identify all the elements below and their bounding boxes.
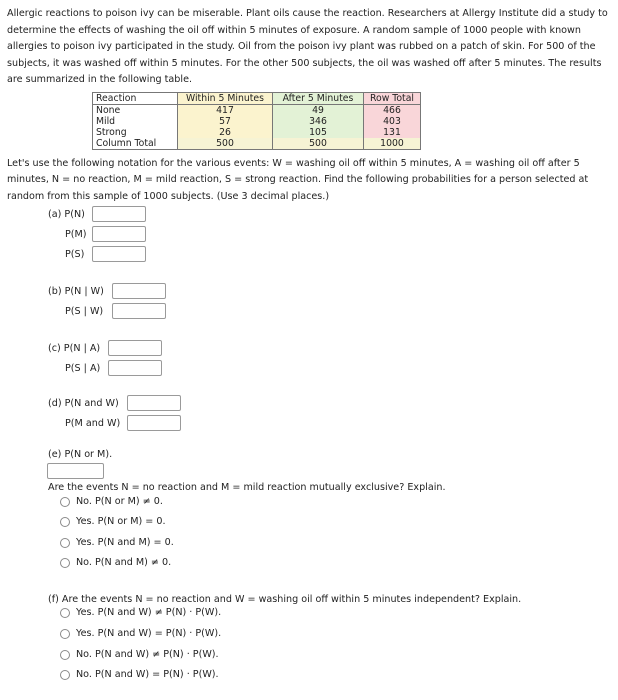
label-p-n-and-w: (d) P(N and W)	[48, 398, 119, 409]
label-p-n-given-w: (b) P(N | W)	[48, 286, 104, 297]
option-f-4[interactable]	[60, 669, 219, 680]
cell: 49	[273, 105, 364, 117]
option-e-3[interactable]	[60, 537, 174, 548]
answer-p-n-given-w[interactable]	[112, 283, 166, 299]
cell: 57	[178, 116, 273, 127]
cell: 403	[364, 116, 421, 127]
answer-p-m[interactable]	[92, 226, 146, 242]
reaction-table	[92, 92, 421, 150]
label-p-n-or-m: (e) P(N or M).	[48, 449, 113, 460]
row-label: Strong	[93, 127, 178, 138]
radio-button[interactable]	[60, 608, 70, 618]
cell: 131	[364, 127, 421, 138]
question-independent: (f) Are the events N = no reaction and W = washing oil off within 5 minutes independent? Explain.	[48, 594, 522, 605]
answer-p-m-and-w[interactable]	[127, 415, 181, 431]
option-label: Yes. P(N and M) = 0.	[76, 537, 174, 548]
option-label: No. P(N and M) ≠ 0.	[76, 557, 172, 568]
answer-p-n-and-w[interactable]	[127, 395, 181, 411]
label-p-n: (a) P(N)	[48, 209, 85, 220]
cell: 500	[273, 138, 364, 150]
cell: 105	[273, 127, 364, 138]
cell: 466	[364, 105, 421, 117]
answer-p-n-or-m[interactable]	[47, 463, 104, 479]
answer-p-s-given-w[interactable]	[112, 303, 166, 319]
header-within-5: Within 5 Minutes	[178, 93, 273, 105]
table-header-row	[93, 93, 421, 105]
row-label: None	[93, 105, 178, 117]
option-label: No. P(N and W) = P(N) · P(W).	[76, 669, 219, 680]
radio-button[interactable]	[60, 629, 70, 639]
label-p-s-given-a: P(S | A)	[65, 363, 101, 374]
label-p-m: P(M)	[65, 229, 87, 240]
label-p-s-given-w: P(S | W)	[65, 306, 104, 317]
notation-text: Let's use the following notation for the various events: W = washing oil off within 5 minutes, A = washing oil off after 5 minutes, N = no reaction, M = mild reaction, S = strong reaction. Find the following probabilities for a person selected at random from this sample of 1000 subjects. (Use 3 decimal places.)	[7, 158, 589, 202]
answer-p-n-given-a[interactable]	[108, 340, 162, 356]
option-label: No. P(N or M) ≠ 0.	[76, 496, 163, 507]
problem-intro: Allergic reactions to poison ivy can be miserable. Plant oils cause the reaction. Researchers at Allergy Institute did a study to determine the effects of washing the oil off within 5 minutes of exposure. A random sample of 1000 people with known allergies to poison ivy participated in the study. Oil from the poison ivy plant was rubbed on a patch of skin. For 500 of the subjects, it was washed off within 5 minutes. For the other 500 subjects, the oil was washed off after 5 minutes. The results are summarized in the following table.	[7, 8, 608, 86]
option-e-2[interactable]	[60, 516, 166, 527]
option-e-1[interactable]	[60, 496, 163, 507]
table-total-row	[93, 138, 421, 150]
header-after-5: After 5 Minutes	[273, 93, 364, 105]
radio-button[interactable]	[60, 650, 70, 660]
cell: 26	[178, 127, 273, 138]
header-reaction: Reaction	[93, 93, 178, 105]
cell: 346	[273, 116, 364, 127]
option-label: Yes. P(N or M) = 0.	[76, 516, 166, 527]
table-row	[93, 127, 421, 138]
cell: 1000	[364, 138, 421, 150]
radio-button[interactable]	[60, 670, 70, 680]
row-label: Column Total	[93, 138, 178, 150]
option-label: Yes. P(N and W) = P(N) · P(W).	[76, 628, 222, 639]
label-p-s: P(S)	[65, 249, 85, 260]
row-label: Mild	[93, 116, 178, 127]
radio-button[interactable]	[60, 538, 70, 548]
label-p-n-given-a: (c) P(N | A)	[48, 343, 101, 354]
radio-button[interactable]	[60, 558, 70, 568]
radio-button[interactable]	[60, 497, 70, 507]
header-row-total: Row Total	[364, 93, 421, 105]
answer-p-s-given-a[interactable]	[108, 360, 162, 376]
table-row	[93, 116, 421, 127]
question-mutually-exclusive: Are the events N = no reaction and M = mild reaction mutually exclusive? Explain.	[48, 482, 446, 493]
table-row	[93, 105, 421, 117]
label-p-m-and-w: P(M and W)	[65, 418, 121, 429]
option-f-2[interactable]	[60, 628, 221, 639]
option-e-4[interactable]	[60, 557, 171, 568]
option-label: Yes. P(N and W) ≠ P(N) · P(W).	[76, 607, 222, 618]
cell: 500	[178, 138, 273, 150]
option-f-1[interactable]	[60, 607, 221, 618]
option-label: No. P(N and W) ≠ P(N) · P(W).	[76, 649, 219, 660]
option-f-3[interactable]	[60, 649, 219, 660]
answer-p-s[interactable]	[92, 246, 146, 262]
cell: 417	[178, 105, 273, 117]
answer-p-n[interactable]	[92, 206, 146, 222]
radio-button[interactable]	[60, 517, 70, 527]
